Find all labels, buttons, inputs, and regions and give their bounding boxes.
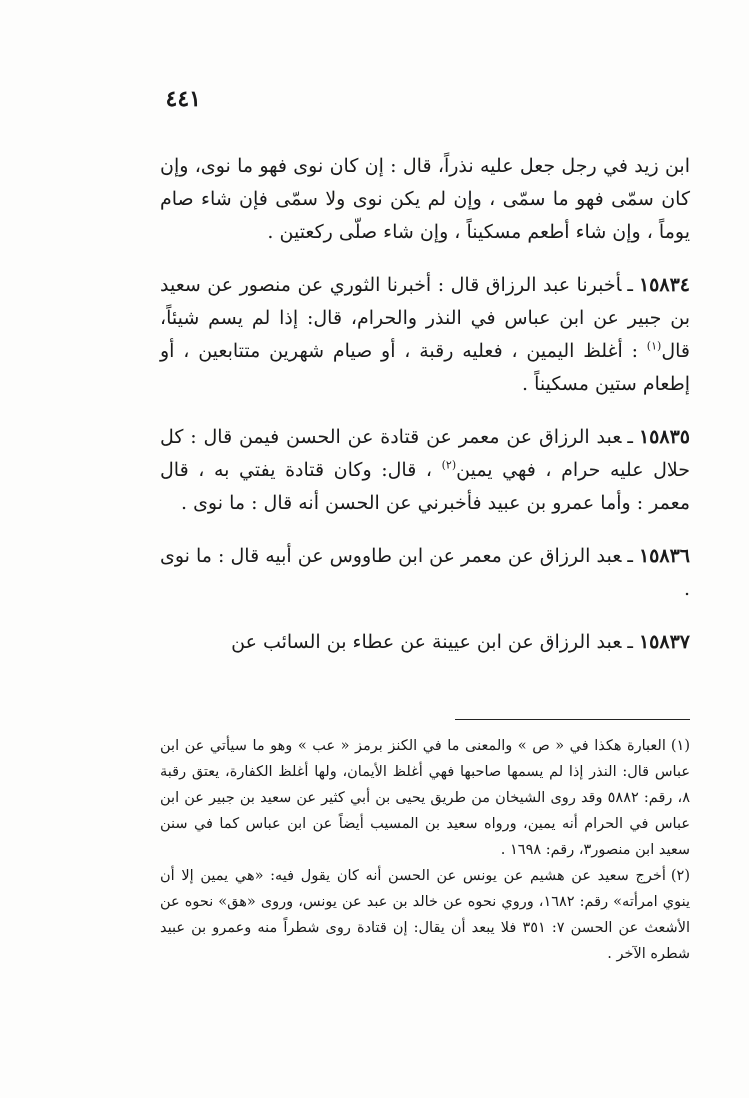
footnote-number: (١) <box>670 738 690 754</box>
paragraph-text: : أغلظ اليمين ، فعليه رقبة ، أو صيام شهرين متتابعين ، أو إطعام ستين مسكيناً . <box>160 340 690 395</box>
paragraph-15837 <box>160 626 690 659</box>
hadith-number: ١٥٨٣٦ <box>638 545 690 567</box>
paragraph-15836 <box>160 540 690 606</box>
hadith-number: ١٥٨٣٤ <box>638 274 690 296</box>
paragraph-text: ابن زيد في رجل جعل عليه نذراً، قال : إن كان نوى فهو ما نوى، وإن كان سمّى فهو ما سمّى ، وإن لم يكن نوى ولا سمّى فإن شاء صام يوماً ، وإن شاء أطعم مسكيناً ، وإن شاء صلّى ركعتين . <box>160 155 690 243</box>
footnote-ref-1[interactable]: (١) <box>646 339 662 353</box>
paragraph-intro <box>160 150 690 249</box>
footnote-1 <box>160 733 690 863</box>
dash: ـ <box>627 274 633 296</box>
page-number: ٤٤١ <box>165 86 201 112</box>
hadith-number: ١٥٨٣٥ <box>638 426 690 448</box>
footnote-text: أخرج سعيد عن هشيم عن يونس عن الحسن أنه كان يقول فيه: «هي يمين إلا أن ينوي امرأته» رقم: ١٦٨٢، وروي نحوه عن خالد بن عبد عن يونس، وروى «هق» نحوه عن الأشعث عن الحسن ٧: ٣٥١ فلا يبعد أن يقال: إن قتادة روى شطراً منه وعمرو بن عبيد شطره الآخر . <box>160 868 690 962</box>
footnote-text: العبارة هكذا في « ص » والمعنى ما في الكنز برمز « عب » وهو ما سيأتي عن ابن عباس قال: النذر إذا لم يسمها صاحبها فهي أغلظ الأيمان، ولها أغلظ الكفارة، يعتق رقبة ٨، رقم: ٥٨٨٢ وقد روى الشيخان من طريق يحيى بن أبي كثير عن سعيد بن جبير عن ابن عباس في الحرام أنه يمين، ورواه سعيد بن المسيب أيضاً عن ابن عباس كما في سنن سعيد ابن منصور٣، رقم: ١٦٩٨ . <box>160 738 690 858</box>
paragraph-text: عبد الرزاق عن معمر عن قتادة عن الحسن فيمن قال : كل حلال عليه حرام ، فهي يمين <box>160 426 691 481</box>
paragraph-text: عبد الرزاق عن ابن عيينة عن عطاء بن السائب عن <box>231 631 622 653</box>
footnote-ref-2[interactable]: (٢) <box>441 458 457 472</box>
paragraph-text: ، قال: وكان قتادة يفتي به ، قال معمر : وأما عمرو بن عبيد فأخبرني عن الحسن أنه قال : ما نوى . <box>160 459 690 514</box>
paragraph-text: أخبرنا عبد الرزاق قال : أخبرنا الثوري عن منصور عن سعيد بن جبير عن ابن عباس في النذر والحرام، قال: إذا لم يسم شيئاً، قال <box>160 274 690 362</box>
hadith-number: ١٥٨٣٧ <box>638 631 690 653</box>
footnote-2 <box>160 863 690 967</box>
footnote-divider <box>455 719 690 720</box>
dash: ـ <box>627 426 633 448</box>
paragraph-text: عبد الرزاق عن معمر عن ابن طاووس عن أبيه قال : ما نوى . <box>160 545 690 600</box>
dash: ـ <box>627 545 633 567</box>
paragraph-15835 <box>160 421 690 520</box>
footnote-number: (٢) <box>670 868 690 884</box>
main-text <box>160 150 690 679</box>
footnotes <box>160 733 690 967</box>
dash: ـ <box>627 631 633 653</box>
paragraph-15834 <box>160 269 690 401</box>
